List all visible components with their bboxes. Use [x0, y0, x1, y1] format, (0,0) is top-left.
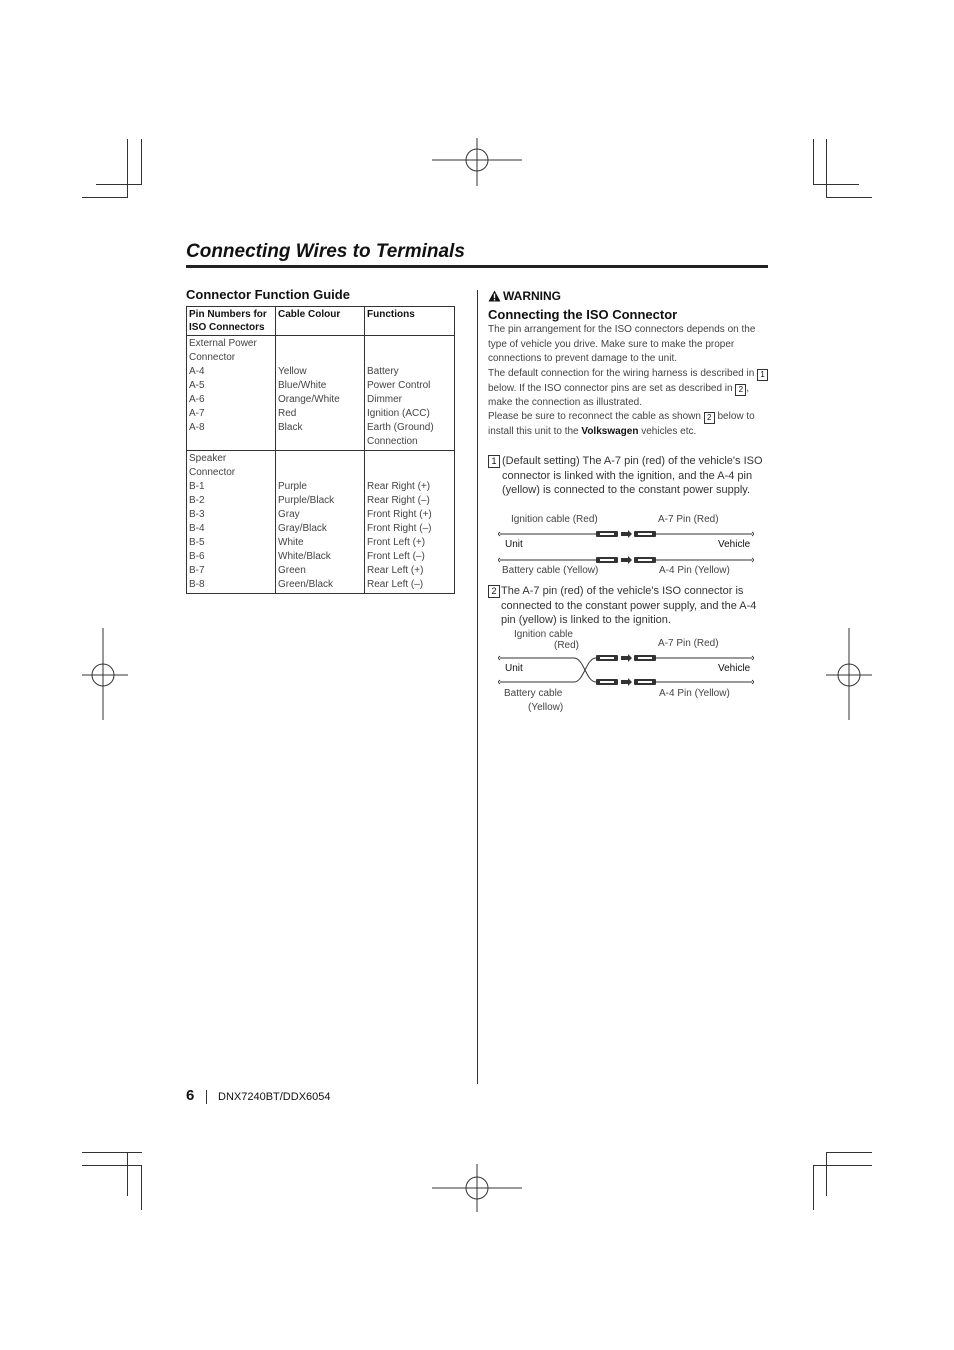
function: Ignition (ACC) [367, 408, 430, 419]
battery-cable-label: (Yellow) [528, 702, 564, 713]
function: Rear Right (–) [367, 495, 430, 506]
model-number: DNX7240BT/DDX6054 [218, 1091, 331, 1103]
group-label: External Power [189, 338, 257, 349]
a4-pin-label: A-4 Pin (Yellow) [659, 688, 730, 699]
step-number-box: 1 [488, 455, 500, 468]
header-cable-colour: Cable Colour [276, 307, 365, 336]
step-1 [488, 454, 763, 498]
group-label: Connector [189, 352, 236, 363]
ignition-cable-label: (Red) [554, 640, 580, 651]
vehicle-label: Vehicle [718, 539, 751, 550]
warning-label: WARNING [503, 289, 561, 303]
cable-colour: Purple [278, 481, 307, 492]
function: Battery [367, 366, 399, 377]
warning-heading [488, 289, 561, 303]
unit-label: Unit [505, 539, 523, 550]
cable-colour: Yellow [278, 366, 307, 377]
unit-label: Unit [505, 663, 523, 674]
pin-number: B-2 [189, 495, 205, 506]
header-functions: Functions [365, 307, 455, 336]
pin-number: B-8 [189, 579, 205, 590]
group-label: Connector [189, 467, 236, 478]
text-span: Please be sure to reconnect the cable as shown [488, 411, 701, 422]
cable-colour: Red [278, 408, 297, 419]
step-2 [488, 584, 763, 628]
cable-colour: Orange/White [278, 394, 340, 405]
title-rule [186, 265, 768, 268]
function: Rear Left (+) [367, 565, 424, 576]
ignition-cable-label: Ignition cable [514, 629, 573, 640]
intro-paragraph: The pin arrangement for the ISO connectors depends on the type of vehicle you drive. Make sure to make the proper connections to prevent damage to the unit. [488, 324, 756, 364]
header-pin-numbers: Pin Numbers for ISO Connectors [187, 307, 276, 336]
battery-cable-label: Battery cable [504, 688, 563, 699]
pin-number: B-7 [189, 565, 205, 576]
step-1-text: (Default setting) The A-7 pin (red) of the vehicle's ISO connector is linked with the ignition, and the A-4 pin (yellow) is connected to the constant power supply. [502, 455, 763, 496]
text-span: below. If the ISO connector pins are set as described in [488, 382, 733, 394]
default-connection-paragraph [488, 367, 770, 411]
group-label: Speaker [189, 453, 227, 464]
cable-colour: White/Black [278, 551, 331, 562]
pin-number: B-1 [189, 481, 205, 492]
function-column [365, 451, 455, 594]
footer-divider [206, 1090, 207, 1104]
cable-colour: Purple/Black [278, 495, 335, 506]
warning-icon [488, 290, 501, 302]
registration-mark-bottom [432, 1164, 522, 1212]
pin-number: A-8 [189, 422, 205, 433]
step-number-box: 1 [757, 369, 768, 381]
pin-number: A-4 [189, 366, 205, 377]
cable-colour: Gray/Black [278, 523, 327, 534]
registration-mark-left [82, 628, 128, 720]
cable-colour: Green [278, 565, 306, 576]
registration-mark-top [432, 138, 522, 186]
step-number-box: 2 [735, 384, 746, 396]
function: Front Right (+) [367, 509, 432, 520]
pin-column [187, 336, 276, 451]
function: Rear Right (+) [367, 481, 431, 492]
a7-pin-label: A-7 Pin (Red) [658, 638, 719, 649]
volkswagen-paragraph [488, 410, 770, 439]
pin-number: B-5 [189, 537, 205, 548]
pin-number: A-7 [189, 408, 205, 419]
function: Front Left (–) [367, 551, 425, 562]
colour-column [276, 336, 365, 451]
text-span: The default connection for the wiring harness is described in [488, 368, 755, 379]
table-row-external-power [187, 336, 455, 451]
pin-number: A-6 [189, 394, 205, 405]
pin-number: B-6 [189, 551, 205, 562]
function: Dimmer [367, 394, 402, 405]
step-number-box: 2 [704, 412, 715, 424]
cable-colour: Black [278, 422, 303, 433]
text-span: below to install this unit to the [488, 411, 755, 437]
wiring-lines-crossed [496, 650, 758, 692]
a4-pin-label: A-4 Pin (Yellow) [659, 565, 730, 576]
function-column [365, 336, 455, 451]
cable-colour: White [278, 537, 304, 548]
brand-name: Volkswagen [581, 425, 639, 437]
wiring-lines-default [496, 526, 758, 568]
function: Front Left (+) [367, 537, 426, 548]
pin-number: A-5 [189, 380, 205, 391]
colour-column [276, 451, 365, 594]
battery-cable-label: Battery cable (Yellow) [502, 565, 599, 576]
text-span: , make the connection as illustrated. [488, 382, 750, 408]
connector-icon [596, 530, 656, 564]
column-divider [477, 290, 478, 1084]
function: Power Control [367, 380, 431, 391]
connector-function-table [186, 306, 455, 594]
pin-column [187, 451, 276, 594]
step-number-box: 2 [488, 585, 500, 598]
registration-mark-right [826, 628, 872, 720]
function: Rear Left (–) [367, 579, 424, 590]
step-2-text: The A-7 pin (red) of the vehicle's ISO connector is connected to the constant power supply, and the A-4 pin (yellow) is linked to the ignition. [501, 585, 757, 626]
cable-colour: Green/Black [278, 579, 334, 590]
page-number: 6 [186, 1087, 195, 1104]
vehicle-label: Vehicle [718, 663, 751, 674]
section-title: Connecting Wires to Terminals [186, 241, 465, 262]
pin-number: B-4 [189, 523, 205, 534]
function: Front Right (–) [367, 523, 432, 534]
table-header-row [187, 307, 455, 336]
text-span: vehicles etc. [641, 425, 697, 437]
connector-function-guide-heading: Connector Function Guide [186, 287, 350, 302]
table-row-speaker [187, 451, 455, 594]
cable-colour: Blue/White [278, 380, 327, 391]
cable-colour: Gray [278, 509, 300, 520]
a7-pin-label: A-7 Pin (Red) [658, 514, 719, 525]
iso-connector-heading: Connecting the ISO Connector [488, 307, 678, 322]
ignition-cable-label: Ignition cable (Red) [511, 514, 598, 525]
pin-number: B-3 [189, 509, 205, 520]
function: Earth (Ground) Connection [367, 422, 434, 447]
